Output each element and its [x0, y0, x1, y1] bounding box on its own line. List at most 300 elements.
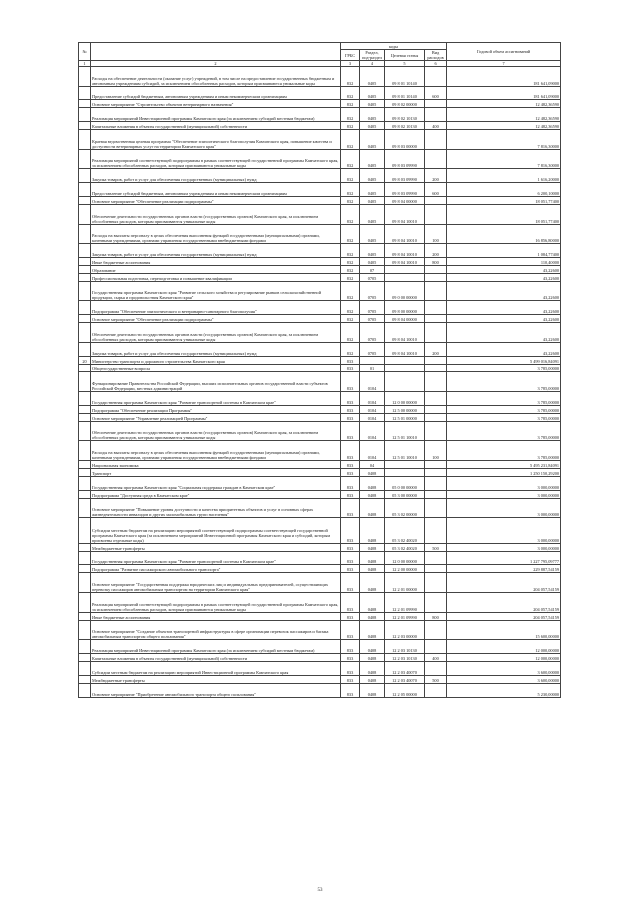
table-row: [79, 258, 561, 266]
row-vid: [425, 518, 447, 544]
row-vid: 600: [425, 86, 447, 100]
row-target: 09 8 02 10130: [385, 122, 425, 130]
row-name: Субсидии местным бюджетам на реализацию мероприятий Инвестиционной программы Камчатского края: [91, 662, 341, 676]
row-amount: 1 616,20000: [447, 169, 561, 183]
row-target: 12 2 03 10130: [385, 640, 425, 654]
row-target: 09 8 04 00000: [385, 315, 425, 323]
row-amount: 3 785,00000: [447, 441, 561, 461]
row-number: [79, 476, 91, 490]
row-section: 0104: [360, 392, 385, 406]
row-number: [79, 100, 91, 108]
row-amount: 15 600,00000: [447, 620, 561, 640]
row-grbs: 833: [341, 476, 360, 490]
row-amount: 43,22600: [447, 281, 561, 301]
column-index-cell: 4: [360, 61, 385, 67]
table-row: [79, 593, 561, 613]
table-row: [79, 565, 561, 573]
row-vid: [425, 413, 447, 421]
row-number: [79, 169, 91, 183]
row-vid: 200: [425, 342, 447, 356]
row-name: Подпрограмма "Обеспечение эпизоотического и ветеринарно-санитарного благополучия": [91, 301, 341, 315]
table-row: [79, 640, 561, 654]
row-amount: 3 785,00000: [447, 372, 561, 392]
row-target: 12 2 01 09990: [385, 593, 425, 613]
row-number: [79, 281, 91, 301]
row-number: [79, 149, 91, 169]
row-target: 12 2 03 00000: [385, 620, 425, 640]
row-amount: 6 200,10000: [447, 183, 561, 197]
row-section: 0104: [360, 413, 385, 421]
table-row: [79, 301, 561, 315]
row-amount: 12 482,36590: [447, 108, 561, 122]
row-amount: 204 057,54159: [447, 612, 561, 620]
row-amount: 1 084,77400: [447, 244, 561, 258]
row-section: 0104: [360, 421, 385, 441]
row-vid: 400: [425, 654, 447, 662]
table-row: [79, 498, 561, 518]
table-row: [79, 654, 561, 662]
header-section: Раздел, под-раздел: [360, 50, 385, 61]
row-amount: 1 250 150,29200: [447, 468, 561, 476]
row-name: Краевая ведомственная целевая программа "Обеспечение эпизоотического благополучия Камчатского края, повышение качества и доступности ветеринарных услуг на территории Камчатского края": [91, 130, 341, 150]
row-grbs: 832: [341, 265, 360, 273]
row-name: Иные бюджетные ассигнования: [91, 612, 341, 620]
row-amount: 18 051,77400: [447, 204, 561, 224]
row-number: [79, 183, 91, 197]
row-grbs: 832: [341, 224, 360, 244]
row-target: 09 8 04 10010: [385, 224, 425, 244]
row-section: 0705: [360, 342, 385, 356]
row-amount: 3 000,00000: [447, 518, 561, 544]
row-section: 0408: [360, 640, 385, 654]
row-name: Государственная программа Камчатского края "Развитие транспортной системы в Камчатском крае": [91, 392, 341, 406]
row-name: Основное мероприятие "Повышение уровня доступности и качества приоритетных объектов и услуг в основных сферах жизнедеятельности инвалидов и других маломобильных групп населения": [91, 498, 341, 518]
row-number: [79, 224, 91, 244]
row-number: [79, 122, 91, 130]
row-section: 0408: [360, 468, 385, 476]
row-grbs: 832: [341, 273, 360, 281]
row-amount: 7 816,30000: [447, 130, 561, 150]
table-row: [79, 265, 561, 273]
header-amount: Годовой объем ассигнований: [447, 43, 561, 61]
row-target: [385, 468, 425, 476]
row-number: [79, 273, 91, 281]
table-row: [79, 421, 561, 441]
row-vid: [425, 662, 447, 676]
row-number: [79, 675, 91, 683]
row-vid: [425, 490, 447, 498]
page-number: 53: [317, 888, 323, 893]
row-target: 12 2 01 09990: [385, 612, 425, 620]
column-index-cell: 7: [447, 61, 561, 67]
row-target: 12 5 00 00000: [385, 405, 425, 413]
row-amount: 12 000,00000: [447, 640, 561, 654]
row-amount: 43,22600: [447, 301, 561, 315]
row-section: 0408: [360, 518, 385, 544]
row-name: Реализация мероприятий соответствующей подпрограммы в рамках соответствующей государственной программы Камчатского края, за исключением обособленных расходов, которым присваиваются уникальные коды: [91, 149, 341, 169]
row-vid: [425, 364, 447, 372]
row-name: Обеспечение деятельности государственных органов власти (государственных органов) Камчатского края, за исключением обособленных расходов, которым присваиваются уникальные коды: [91, 323, 341, 343]
table-row: [79, 612, 561, 620]
row-name: Расходы на выплаты персоналу в целях обеспечения выполнения функций государственными (муниципальными) органами, казенными учреждениями, органами управления государственными внебюджетными фондами: [91, 224, 341, 244]
row-amount: 12 482,36590: [447, 122, 561, 130]
row-amount: 3 785,00000: [447, 405, 561, 413]
row-target: 09 8 01 10140: [385, 86, 425, 100]
table-row: [79, 108, 561, 122]
row-target: 09 8 04 10010: [385, 323, 425, 343]
row-grbs: 832: [341, 197, 360, 205]
row-name: Основное мероприятие "Приобретение автомобильного транспорта общего пользования": [91, 683, 341, 697]
row-vid: [425, 204, 447, 224]
row-section: 0104: [360, 372, 385, 392]
table-row: [79, 315, 561, 323]
row-vid: 500: [425, 675, 447, 683]
header-vid: Вид расходов: [425, 50, 447, 61]
table-row: [79, 86, 561, 100]
row-target: 12 5 01 10010: [385, 421, 425, 441]
row-grbs: 832: [341, 301, 360, 315]
row-grbs: 833: [341, 372, 360, 392]
row-number: [79, 612, 91, 620]
row-grbs: 833: [341, 405, 360, 413]
row-amount: 3 000,00000: [447, 543, 561, 551]
row-grbs: 833: [341, 518, 360, 544]
row-section: 0705: [360, 281, 385, 301]
table-row: [79, 281, 561, 301]
row-vid: [425, 392, 447, 406]
row-name: Профессиональная подготовка, переподготовка и повышение квалификации: [91, 273, 341, 281]
table-row: [79, 372, 561, 392]
row-name: Межбюджетные трансферты: [91, 543, 341, 551]
row-amount: 16 856,80000: [447, 224, 561, 244]
row-vid: [425, 67, 447, 87]
header-name: [91, 43, 341, 61]
row-target: 09 8 04 10010: [385, 244, 425, 258]
table-row: [79, 224, 561, 244]
row-name: Основное мероприятие "Создание объектов транспортной инфраструктуры в сфере организации перевозок пассажиров и багажа автомобильным транспортом общего пользования": [91, 620, 341, 640]
row-section: 0408: [360, 593, 385, 613]
header-no: №: [79, 43, 91, 61]
row-target: 09 8 03 00000: [385, 130, 425, 150]
row-name: Закупка товаров, работ и услуг для обеспечения государственных (муниципальных) нужд: [91, 342, 341, 356]
row-amount: 204 057,54159: [447, 593, 561, 613]
row-grbs: 832: [341, 86, 360, 100]
row-number: [79, 421, 91, 441]
table-row: [79, 476, 561, 490]
row-target: 05 3 02 40020: [385, 543, 425, 551]
row-section: 0408: [360, 620, 385, 640]
row-number: 20: [79, 356, 91, 364]
table-row: [79, 130, 561, 150]
table-row: [79, 405, 561, 413]
row-grbs: 833: [341, 421, 360, 441]
row-amount: 3 785,00000: [447, 421, 561, 441]
row-number: [79, 573, 91, 593]
row-target: 05 3 02 00000: [385, 498, 425, 518]
row-name: Государственная программа Камчатского края "Социальная поддержка граждан в Камчатском крае": [91, 476, 341, 490]
row-section: 0408: [360, 476, 385, 490]
row-section: 0405: [360, 86, 385, 100]
row-grbs: 832: [341, 183, 360, 197]
row-amount: 181 641,09000: [447, 67, 561, 87]
table-row: [79, 149, 561, 169]
row-amount: 3 785,00000: [447, 392, 561, 406]
row-section: 0408: [360, 551, 385, 565]
row-grbs: 833: [341, 675, 360, 683]
row-name: Министерство транспорта и дорожного строительства Камчатского края: [91, 356, 341, 364]
row-vid: 800: [425, 258, 447, 266]
row-number: [79, 461, 91, 469]
row-amount: 12 482,36590: [447, 100, 561, 108]
table-row: [79, 204, 561, 224]
row-section: 0405: [360, 130, 385, 150]
table-row: [79, 364, 561, 372]
row-grbs: 833: [341, 620, 360, 640]
row-number: [79, 265, 91, 273]
row-vid: [425, 265, 447, 273]
table-row: [79, 122, 561, 130]
row-number: [79, 301, 91, 315]
row-name: Капитальные вложения в объекты государственной (муниципальной) собственности: [91, 122, 341, 130]
row-name: Основное мероприятие "Обеспечение реализации подпрограммы": [91, 197, 341, 205]
row-vid: [425, 100, 447, 108]
row-number: [79, 197, 91, 205]
row-grbs: 832: [341, 108, 360, 122]
row-section: 0405: [360, 244, 385, 258]
row-name: Государственная программа Камчатского края "Развитие сельского хозяйства и регулирование рынков сельскохозяйственной продукции, сырья и продовольствия Камчатского края": [91, 281, 341, 301]
row-target: 12 0 00 00000: [385, 392, 425, 406]
table-row: [79, 518, 561, 544]
row-name: Основное мероприятие "Государственная поддержка юридических лиц и индивидуальных предпринимателей, осуществляющих перевозку пассажиров автомобильным транспортом на территории Камчатского края": [91, 573, 341, 593]
row-vid: [425, 565, 447, 573]
row-section: 0104: [360, 441, 385, 461]
row-vid: [425, 498, 447, 518]
row-name: Общегосударственные вопросы: [91, 364, 341, 372]
row-grbs: 833: [341, 461, 360, 469]
budget-table: [78, 42, 561, 698]
table-header: [79, 43, 561, 67]
row-amount: 1 227 795,09777: [447, 551, 561, 565]
row-name: Обеспечение деятельности государственных органов власти (государственных органов) Камчатского края, за исключением обособленных расходов, которым присваиваются уникальные коды: [91, 204, 341, 224]
row-section: 0405: [360, 122, 385, 130]
row-amount: 3 785,00000: [447, 413, 561, 421]
row-target: 05 3 02 40020: [385, 518, 425, 544]
row-section: 07: [360, 265, 385, 273]
row-vid: [425, 620, 447, 640]
row-grbs: 833: [341, 640, 360, 654]
row-grbs: 833: [341, 573, 360, 593]
row-vid: 100: [425, 441, 447, 461]
row-amount: 18 051,77400: [447, 197, 561, 205]
row-vid: [425, 551, 447, 565]
header-grbs: ГРБС: [341, 50, 360, 61]
row-grbs: 832: [341, 169, 360, 183]
row-grbs: 833: [341, 551, 360, 565]
table-row: [79, 197, 561, 205]
row-target: 09 8 04 10010: [385, 258, 425, 266]
row-target: 12 2 05 00000: [385, 683, 425, 697]
row-vid: [425, 301, 447, 315]
row-section: 0705: [360, 323, 385, 343]
row-target: 09 0 00 00000: [385, 281, 425, 301]
row-name: Иные бюджетные ассигнования: [91, 258, 341, 266]
row-target: 09 8 02 10130: [385, 108, 425, 122]
row-grbs: 833: [341, 543, 360, 551]
table-row: [79, 683, 561, 697]
row-amount: 43,22600: [447, 265, 561, 273]
row-grbs: 832: [341, 258, 360, 266]
row-vid: [425, 405, 447, 413]
row-number: [79, 490, 91, 498]
table-row: [79, 675, 561, 683]
row-name: Функционирование Правительства Российской Федерации, высших исполнительных органов государственной власти субъектов Российской Федерации, местных администраций: [91, 372, 341, 392]
row-target: 12 5 01 00000: [385, 413, 425, 421]
table-row: [79, 169, 561, 183]
row-target: 05 0 00 00000: [385, 476, 425, 490]
table-row: [79, 441, 561, 461]
row-name: Транспорт: [91, 468, 341, 476]
row-amount: 7 816,30000: [447, 149, 561, 169]
table-row: [79, 392, 561, 406]
row-amount: 12 000,00000: [447, 654, 561, 662]
row-name: Основное мероприятие "Управление реализацией Программы": [91, 413, 341, 421]
row-grbs: 832: [341, 281, 360, 301]
row-name: Предоставление субсидий бюджетным, автономным учреждениям и иным некоммерческим организациям: [91, 86, 341, 100]
table-row: [79, 67, 561, 87]
row-grbs: 833: [341, 356, 360, 364]
row-number: [79, 413, 91, 421]
row-target: 05 3 00 00000: [385, 490, 425, 498]
row-target: 09 8 04 10010: [385, 342, 425, 356]
row-grbs: 833: [341, 662, 360, 676]
row-name: Предоставление субсидий бюджетным, автономным учреждениям и иным некоммерческим организациям: [91, 183, 341, 197]
row-vid: [425, 315, 447, 323]
row-section: 0405: [360, 108, 385, 122]
row-vid: 200: [425, 169, 447, 183]
row-section: 0405: [360, 149, 385, 169]
row-number: [79, 244, 91, 258]
row-section: [360, 356, 385, 364]
row-number: [79, 620, 91, 640]
row-section: 0405: [360, 197, 385, 205]
row-section: 0405: [360, 258, 385, 266]
row-target: 12 2 01 00000: [385, 573, 425, 593]
row-target: 12 0 00 00000: [385, 551, 425, 565]
row-section: 0405: [360, 183, 385, 197]
row-number: [79, 258, 91, 266]
row-number: [79, 468, 91, 476]
row-section: 0408: [360, 573, 385, 593]
row-section: 0405: [360, 204, 385, 224]
row-name: Основное мероприятие "Строительство объектов ветеринарного назначения": [91, 100, 341, 108]
table-row: [79, 461, 561, 469]
row-vid: 500: [425, 543, 447, 551]
row-number: [79, 518, 91, 544]
row-section: 0705: [360, 273, 385, 281]
row-target: 12 2 03 40070: [385, 675, 425, 683]
row-grbs: 832: [341, 342, 360, 356]
row-section: 0408: [360, 683, 385, 697]
row-name: Обеспечение деятельности государственных органов власти (государственных органов) Камчатского края, за исключением обособленных расходов, которым присваиваются уникальные коды: [91, 421, 341, 441]
row-name: Национальная экономика: [91, 461, 341, 469]
table-row: [79, 323, 561, 343]
table-row: [79, 342, 561, 356]
row-grbs: 832: [341, 149, 360, 169]
row-grbs: 833: [341, 593, 360, 613]
row-name: Субсидии местным бюджетам на реализацию мероприятий соответствующей подпрограммы соответствующей государственной программы Камчатского края (за исключением мероприятий Инвестиционной программы Камчатского края и субсидий, которым присвоены отдельные коды): [91, 518, 341, 544]
row-section: 0408: [360, 662, 385, 676]
row-amount: 181 641,09000: [447, 86, 561, 100]
row-section: 0408: [360, 498, 385, 518]
row-vid: 600: [425, 183, 447, 197]
table-row: [79, 356, 561, 364]
column-index-cell: 5: [385, 61, 425, 67]
row-grbs: 833: [341, 565, 360, 573]
row-grbs: 832: [341, 122, 360, 130]
row-number: [79, 662, 91, 676]
row-section: 0408: [360, 565, 385, 573]
row-grbs: 832: [341, 204, 360, 224]
row-vid: [425, 149, 447, 169]
row-vid: 200: [425, 244, 447, 258]
row-section: 0705: [360, 315, 385, 323]
row-number: [79, 654, 91, 662]
row-vid: 800: [425, 612, 447, 620]
row-grbs: 833: [341, 413, 360, 421]
header-codes: коды: [341, 43, 447, 50]
row-name: Подпрограмма "Развитие пассажирского автомобильного транспорта": [91, 565, 341, 573]
row-section: 0408: [360, 654, 385, 662]
row-section: 01: [360, 364, 385, 372]
table-row: [79, 543, 561, 551]
row-vid: [425, 108, 447, 122]
row-section: 0408: [360, 543, 385, 551]
row-section: 0408: [360, 612, 385, 620]
row-number: [79, 551, 91, 565]
row-section: 0104: [360, 405, 385, 413]
row-target: 09 8 01 10140: [385, 67, 425, 87]
row-name: Реализация мероприятий Инвестиционной программы Камчатского края (за исключением субсидий местным бюджетам): [91, 640, 341, 654]
row-vid: [425, 476, 447, 490]
column-index-cell: 3: [341, 61, 360, 67]
table-row: [79, 468, 561, 476]
table-row: [79, 100, 561, 108]
row-vid: [425, 323, 447, 343]
row-section: 04: [360, 461, 385, 469]
row-grbs: 833: [341, 498, 360, 518]
row-target: [385, 265, 425, 273]
table-row: [79, 573, 561, 593]
row-amount: 229 887,54159: [447, 565, 561, 573]
row-target: 12 2 03 10130: [385, 654, 425, 662]
row-target: 12 2 00 00000: [385, 565, 425, 573]
row-number: [79, 640, 91, 654]
row-name: Образование: [91, 265, 341, 273]
row-name: Межбюджетные трансферты: [91, 675, 341, 683]
row-grbs: 833: [341, 468, 360, 476]
table-body: [79, 67, 561, 698]
header-target: Целевая статья: [385, 50, 425, 61]
row-target: [385, 364, 425, 372]
row-target: [385, 356, 425, 364]
row-number: [79, 441, 91, 461]
row-target: 09 8 03 09990: [385, 183, 425, 197]
row-target: 09 8 02 00000: [385, 100, 425, 108]
row-name: Закупка товаров, работ и услуг для обеспечения государственных (муниципальных) нужд: [91, 244, 341, 258]
row-amount: 3 000,00000: [447, 498, 561, 518]
row-vid: [425, 273, 447, 281]
row-amount: 43,22600: [447, 315, 561, 323]
